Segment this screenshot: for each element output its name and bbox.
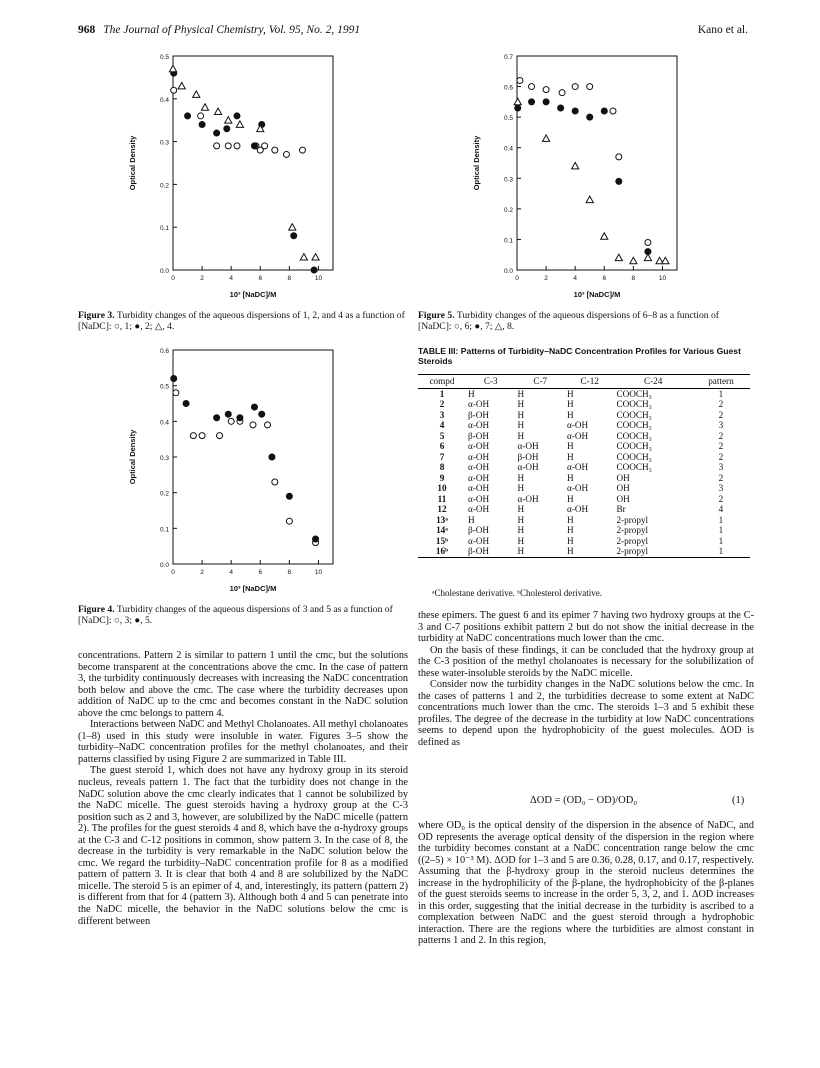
data-point-series-4 (214, 108, 221, 114)
data-point-series-7 (543, 99, 549, 105)
table-cell: H (517, 399, 525, 409)
data-point-series-3 (250, 422, 256, 428)
data-point-series-7 (558, 105, 564, 111)
x-axis-label: 10³ [NaDC]/M (229, 584, 277, 593)
table-cell: COOCH₃ (616, 409, 652, 420)
x-tick-label: 6 (258, 275, 263, 282)
table-cell: H (517, 535, 525, 546)
y-tick-label: 0.6 (159, 348, 169, 355)
data-point-series-1 (198, 113, 204, 119)
table-cell: α-OH (468, 483, 490, 493)
table-cell: α-OH (468, 399, 490, 409)
data-point-series-1 (214, 143, 220, 149)
x-tick-label: 0 (515, 275, 519, 282)
table-cell: H (566, 535, 574, 546)
table-cell: H (517, 483, 525, 493)
equation: ΔOD = (OD₀ − OD)/OD₀ (530, 795, 637, 806)
data-point-series-6 (610, 108, 616, 114)
table-cell: 1 (718, 388, 724, 399)
y-tick-label: 0.2 (503, 206, 513, 214)
data-point-series-8 (586, 196, 593, 202)
data-point-series-6 (529, 84, 535, 90)
figure-3-caption-text: Turbidity changes of the aqueous dispersions of 1, 2, and 4 as a function of [NaDC]: ○, 1; ●, 2; △, 4. (78, 310, 405, 333)
x-tick-label: 6 (602, 275, 607, 282)
y-axis-label: Optical Density (128, 135, 137, 191)
data-point-series-6 (645, 239, 651, 245)
table-cell: H (566, 388, 574, 399)
plot-frame (517, 56, 677, 270)
data-point-series-1 (262, 143, 268, 149)
table-cell: H (566, 493, 574, 504)
table-cell: 9 (439, 472, 445, 483)
table-cell: OH (616, 493, 630, 504)
data-point-series-3 (173, 390, 179, 396)
table-cell: α-OH (517, 493, 539, 504)
data-point-series-7 (529, 99, 535, 105)
data-point-series-4 (201, 104, 208, 110)
table-3-title: TABLE III: Patterns of Turbidity–NaDC Concentration Profiles for Various Guest Steroids (418, 346, 741, 367)
y-tick-label: 0.1 (159, 225, 169, 233)
table-cell: α-OH (468, 472, 490, 483)
data-point-series-5 (183, 401, 189, 407)
table-cell: H (468, 514, 475, 525)
table-cell: COOCH₃ (616, 420, 652, 430)
x-tick-label: 0 (171, 569, 175, 576)
data-point-series-2 (291, 233, 297, 239)
right-column-text (418, 610, 754, 749)
column-header: C-3 (466, 375, 515, 389)
table-cell: 8 (439, 462, 445, 472)
table-cell: COOCH₃ (616, 430, 652, 441)
data-point-series-5 (225, 411, 231, 417)
data-point-series-4 (289, 224, 296, 230)
table-cell: 2 (718, 493, 724, 504)
table-row (418, 399, 750, 410)
table-row (418, 431, 750, 442)
data-point-series-1 (299, 147, 305, 153)
table-cell: 1 (718, 535, 724, 546)
data-point-series-8 (662, 257, 669, 263)
data-point-series-4 (312, 254, 319, 260)
y-axis-label: Optical Density (472, 135, 481, 191)
data-point-series-1 (234, 143, 240, 149)
table-cell: 6 (439, 441, 445, 451)
table-cell: β-OH (468, 525, 490, 535)
data-point-series-5 (171, 376, 177, 382)
y-tick-label: 0.3 (503, 176, 513, 184)
x-tick-label: 2 (200, 275, 204, 282)
table-cell: COOCH₃ (616, 451, 652, 462)
figure-5-caption-text: Turbidity changes of the aqueous dispersions of 6–8 as a function of [NaDC]: ○, 6; ●, 7; △, 8. (418, 310, 719, 333)
table-cell: 2-propyl (614, 546, 691, 557)
table-row (418, 388, 750, 399)
y-tick-label: 0.3 (159, 139, 169, 147)
y-tick-label: 0.5 (159, 383, 169, 391)
table-cell: H (566, 399, 574, 409)
table-row (418, 483, 750, 494)
table-cell: H (517, 472, 525, 483)
table-cell: 1 (439, 388, 445, 399)
table-row (418, 504, 750, 515)
x-tick-label: 4 (229, 569, 233, 576)
table-cell: α-OH (468, 451, 490, 462)
data-point-series-4 (178, 82, 185, 88)
table-cell: β-OH (468, 430, 490, 441)
data-point-series-5 (237, 415, 243, 421)
table-cell: H (468, 388, 475, 399)
table-cell: α-OH (468, 441, 490, 451)
table-row (418, 441, 750, 452)
data-point-series-1 (171, 87, 177, 93)
data-point-series-2 (234, 113, 240, 119)
table-cell: H (517, 430, 525, 441)
table-cell: 5 (439, 430, 445, 441)
table-row (418, 473, 750, 484)
data-point-series-7 (601, 108, 607, 114)
page-number: 968 (78, 24, 96, 36)
data-point-series-2 (224, 126, 230, 132)
y-tick-label: 0.6 (503, 84, 513, 92)
data-point-series-6 (587, 84, 593, 90)
table-cell: 10 (437, 483, 447, 493)
table-cell: COOCH₃ (616, 399, 652, 409)
data-point-series-3 (272, 479, 278, 485)
data-point-series-6 (572, 84, 578, 90)
data-point-series-5 (214, 415, 220, 421)
table-body (418, 388, 750, 557)
table-row (418, 462, 750, 473)
table-cell: H (515, 546, 564, 557)
data-point-series-4 (193, 91, 200, 97)
table-cell: 11 (437, 493, 447, 504)
table-cell: α-OH (468, 504, 490, 514)
figure-5-caption (418, 310, 754, 332)
data-point-series-7 (616, 178, 622, 184)
figure-4-plot (118, 342, 358, 604)
table-cell: α-OH (468, 420, 490, 430)
journal-title: The Journal of Physical Chemistry, Vol. 95, No. 2, 1991 (103, 24, 361, 36)
table-cell: 14ᵃ (436, 525, 448, 535)
equation-number: (1) (732, 795, 745, 806)
table-cell: 3 (718, 462, 724, 472)
table-cell: H (566, 441, 574, 451)
table-cell: 2 (718, 430, 724, 441)
table-cell: H (566, 451, 574, 462)
figure-3-plot (118, 48, 358, 310)
table-cell: 2 (718, 451, 724, 462)
x-tick-label: 2 (544, 275, 548, 282)
table-cell: 3 (718, 420, 724, 430)
table-cell: 3 (718, 483, 724, 493)
table-cell: 13ᵃ (436, 514, 448, 525)
table-cell: 2-propyl (616, 514, 649, 525)
table-cell: 1 (718, 514, 724, 525)
table-cell: 1 (692, 546, 750, 557)
plot-frame (173, 350, 333, 564)
table-header-row (418, 375, 750, 389)
table-cell: 16ᵇ (418, 546, 466, 557)
data-point-series-7 (572, 108, 578, 114)
table-cell: H (566, 525, 574, 535)
x-tick-label: 10 (314, 569, 323, 576)
table-row (418, 546, 750, 557)
figure-4-caption-text: Turbidity changes of the aqueous dispersions of 3 and 5 as a function of [NaDC]: ○, 3; ●, 5. (78, 604, 393, 627)
y-tick-label: 0.5 (503, 115, 513, 123)
data-point-series-4 (225, 117, 232, 123)
table-cell: 3 (439, 409, 445, 420)
y-tick-label: 0.1 (503, 237, 513, 245)
table-row (418, 536, 750, 547)
table-row (418, 420, 750, 431)
data-point-series-3 (190, 433, 196, 439)
y-tick-label: 0.7 (503, 54, 513, 61)
y-tick-label: 0.4 (503, 145, 513, 153)
table-cell: 7 (439, 451, 445, 462)
data-point-series-8 (644, 254, 651, 260)
table-cell: COOCH₃ (616, 462, 652, 472)
paragraph: On the basis of these findings, it can be concluded that the hydroxy group at the C-3 position of the methyl cholanoates is necessary for the solubilization of these water-insoluble steroids by the NaDC micelle. (418, 644, 754, 679)
x-tick-label: 0 (171, 275, 175, 282)
data-point-series-6 (543, 87, 549, 93)
paragraph: Interactions between NaDC and Methyl Cholanoates. All methyl cholanoates (1–8) used in this study were insoluble in water. Figures 3–5 show the turbidity–NaDC concentration profiles for the methyl cholanoates, and their patterns classified by using Figure 2 are summarized in Table III. (78, 719, 408, 765)
table-cell: α-OH (517, 462, 539, 472)
x-tick-label: 6 (258, 569, 263, 576)
y-tick-label: 0.2 (159, 182, 169, 190)
table-cell: 4 (718, 504, 724, 514)
y-tick-label: 0.0 (503, 268, 513, 275)
data-point-series-5 (251, 404, 257, 410)
table-cell: 2-propyl (616, 525, 649, 535)
table-cell: H (517, 420, 525, 430)
y-tick-label: 0.5 (159, 54, 169, 61)
table-cell: H (517, 388, 525, 399)
table-cell: 2 (718, 399, 724, 409)
paragraph: Consider now the turbidity changes in the NaDC solutions below the cmc. In the cases of patterns 1 and 2, the turbidities decrease to some extent at NaDC concentrations much lower than the cmc. The steroids 1–3 and 5 exhibit these profiles. The degree of the decrease in the turbidity at low NaDC concentrations seems to depend upon the hydrophobicity of the guest molecules. ΔOD is defined as (418, 679, 754, 749)
table-cell: 12 (437, 504, 447, 514)
y-tick-label: 0.1 (159, 526, 169, 534)
data-point-series-8 (542, 135, 549, 141)
data-point-series-1 (283, 151, 289, 157)
figure-3-caption (78, 310, 408, 332)
data-point-series-8 (601, 233, 608, 239)
data-point-series-1 (225, 143, 231, 149)
data-point-series-2 (199, 121, 205, 127)
right-column-text-2 (418, 820, 754, 947)
y-tick-label: 0.0 (159, 562, 169, 569)
table-cell: 2 (439, 399, 445, 409)
x-tick-label: 8 (287, 275, 292, 282)
column-header: C-12 (565, 375, 614, 389)
table-cell: β-OH (468, 409, 490, 420)
table-cell: OH (616, 472, 630, 483)
table-cell: H (565, 546, 614, 557)
column-header: C-24 (614, 375, 691, 389)
table-cell: α-OH (468, 493, 490, 504)
x-tick-label: 4 (573, 275, 577, 282)
table-cell: α-OH (566, 430, 589, 441)
table-cell: α-OH (468, 462, 490, 472)
data-point-series-8 (615, 254, 622, 260)
paragraph: these epimers. The guest 6 and its epimer 7 having two hydroxy groups at the C-3 and C-7 positions exhibit pattern 2 but do not show the initial decrease in the turbidity at NaDC concentrations much lower than the cmc. (418, 610, 754, 645)
figure-3-label: Figure 3. (78, 310, 115, 321)
table-cell: α-OH (566, 483, 589, 493)
y-tick-label: 0.4 (159, 96, 169, 104)
table-cell: 2 (718, 441, 724, 451)
table-cell: 15ᵇ (435, 535, 449, 546)
data-point-series-5 (313, 536, 319, 542)
data-point-series-2 (311, 267, 317, 273)
table-row (418, 494, 750, 505)
y-tick-label: 0.2 (159, 490, 169, 498)
column-header: pattern (692, 375, 750, 389)
table-cell: H (566, 409, 574, 420)
paragraph: where OD₀ is the optical density of the dispersion in the absence of NaDC, and OD represents the average optical density of the dispersion in the region where the turbidity becomes constant at a NaDC concentration range below the cmc ((2–5) × 10⁻³ M). ΔOD for 1–3 and 5 are 0.36, 0.28, 0.17, and 0.17, respectively. Assuming that the β-hydroxy group in the steroid nucleus determines the increase in the hydrophilicity of the β-plane, the hydrophobicity of the β-planes of the guest steroids seems to increase in the order 5, 3, 2, and 1. ΔOD increases in this order, suggesting that the initial decrease in the turbidity is ascribed to a complexation between NaDC and the guest steroid through a hydrophobic interaction. There are the regions where the turbidities are almost constant in patterns 1 and 2. In this region, (418, 820, 754, 947)
y-axis-label: Optical Density (128, 429, 137, 485)
table-cell: α-OH (566, 420, 589, 430)
data-point-series-7 (515, 105, 521, 111)
table-cell: 2 (718, 472, 724, 483)
data-point-series-2 (251, 143, 257, 149)
table-row (418, 452, 750, 463)
figure-5-label: Figure 5. (418, 310, 455, 321)
table-3 (418, 374, 750, 558)
table-cell: OH (616, 483, 630, 493)
data-point-series-8 (572, 162, 579, 168)
data-point-series-2 (185, 113, 191, 119)
table-cell: α-OH (468, 535, 490, 546)
x-axis-label: 10³ [NaDC]/M (229, 290, 277, 299)
data-point-series-8 (630, 257, 637, 263)
table-cell: α-OH (566, 504, 589, 514)
table-cell: COOCH₃ (616, 441, 652, 451)
data-point-series-3 (228, 418, 234, 424)
table-cell: 2-propyl (616, 535, 649, 546)
author-header: Kano et al. (697, 24, 748, 36)
table-cell: 4 (439, 420, 445, 430)
y-tick-label: 0.0 (159, 268, 169, 275)
paragraph: concentrations. Pattern 2 is similar to pattern 1 until the cmc, but the solutions become transparent at the concentrations above the cmc. In the case of pattern 3, the turbidity continuously decreases with increasing the NaDC concentration both below and above the cmc. The case where the turbidity decreases upon addition of NaDC up to the cmc and becomes constant in the NaDC solution above the cmc belongs to pattern 4. (78, 650, 408, 719)
column-header: compd (418, 375, 466, 389)
data-point-series-3 (217, 433, 223, 439)
table-row (418, 525, 750, 536)
data-point-series-3 (199, 433, 205, 439)
figure-4-label: Figure 4. (78, 604, 115, 615)
data-point-series-4 (300, 254, 307, 260)
x-tick-label: 8 (287, 569, 292, 576)
table-cell: α-OH (566, 462, 589, 472)
table-row (418, 515, 750, 526)
table-footnote: ᵃCholestane derivative. ᵇCholesterol derivative. (432, 588, 602, 598)
data-point-series-2 (214, 130, 220, 136)
table-cell: H (517, 409, 525, 420)
data-point-series-5 (259, 411, 265, 417)
data-point-series-1 (272, 147, 278, 153)
data-point-series-5 (286, 493, 292, 499)
x-tick-label: 2 (200, 569, 204, 576)
table-cell: α-OH (517, 441, 539, 451)
data-point-series-8 (514, 98, 521, 104)
plot-frame (173, 56, 333, 270)
y-tick-label: 0.3 (159, 455, 169, 462)
table-cell: β-OH (517, 451, 539, 462)
data-point-series-4 (169, 65, 176, 71)
data-point-series-3 (286, 518, 292, 524)
data-point-series-6 (559, 90, 565, 96)
table-cell: H (566, 472, 574, 483)
table-cell: Br (616, 504, 626, 514)
figure-5-plot (462, 48, 702, 310)
x-axis-label: 10³ [NaDC]/M (573, 290, 621, 299)
left-column-text (78, 650, 408, 927)
data-point-series-5 (269, 454, 275, 460)
column-header: C-7 (515, 375, 564, 389)
x-tick-label: 10 (658, 275, 667, 282)
data-point-series-4 (236, 121, 243, 127)
table-cell: β-OH (466, 546, 515, 557)
table-cell: H (517, 525, 525, 535)
data-point-series-7 (587, 114, 593, 120)
y-tick-label: 0.4 (159, 419, 169, 427)
paragraph: The guest steroid 1, which does not have any hydroxy group in its steroid nucleus, reveals pattern 1. The fact that the turbidity does not change in the NaDC solution above the cmc clearly indicates that 1 cannot be solubilized by the NaDC micelle. The guest steroids having a hydroxy group at the C-3 position such as 2 and 3, however, are solubilized by the NaDC micelle (pattern 2). The profiles for the guest steroids 4 and 8, which have the α-hydroxy groups at the C-3 and C-12 positions in common, show pattern 3. In the case of 8, the decrease in the turbidity is very remarkable in the NaDC solution below the cmc. We regard the turbidity–NaDC concentration profile for 8 as a modified pattern of pattern 3. It is clear that both 4 and 8 are solubilized by the NaDC micelle. The steroid 5 is an epimer of 4, and, interestingly, its pattern (pattern 2) is different from that for 4 (pattern 3). Although both 4 and 5 can penetrate into the NaDC micelle, the behavior in the NaDC solutions below the cmc is different between (78, 765, 408, 927)
table-row (418, 410, 750, 421)
table-cell: H (517, 514, 525, 525)
table-cell: H (517, 504, 525, 514)
table-cell: 1 (718, 525, 724, 535)
running-header (78, 24, 360, 36)
figure-4-caption (78, 604, 408, 626)
table-cell: 2 (718, 409, 724, 420)
x-tick-label: 10 (314, 275, 323, 282)
x-tick-label: 8 (631, 275, 636, 282)
data-point-series-6 (616, 154, 622, 160)
data-point-series-6 (517, 77, 523, 83)
table-cell: COOCH₃ (616, 388, 652, 399)
table-cell: H (566, 514, 574, 525)
x-tick-label: 4 (229, 275, 233, 282)
data-point-series-3 (265, 422, 271, 428)
